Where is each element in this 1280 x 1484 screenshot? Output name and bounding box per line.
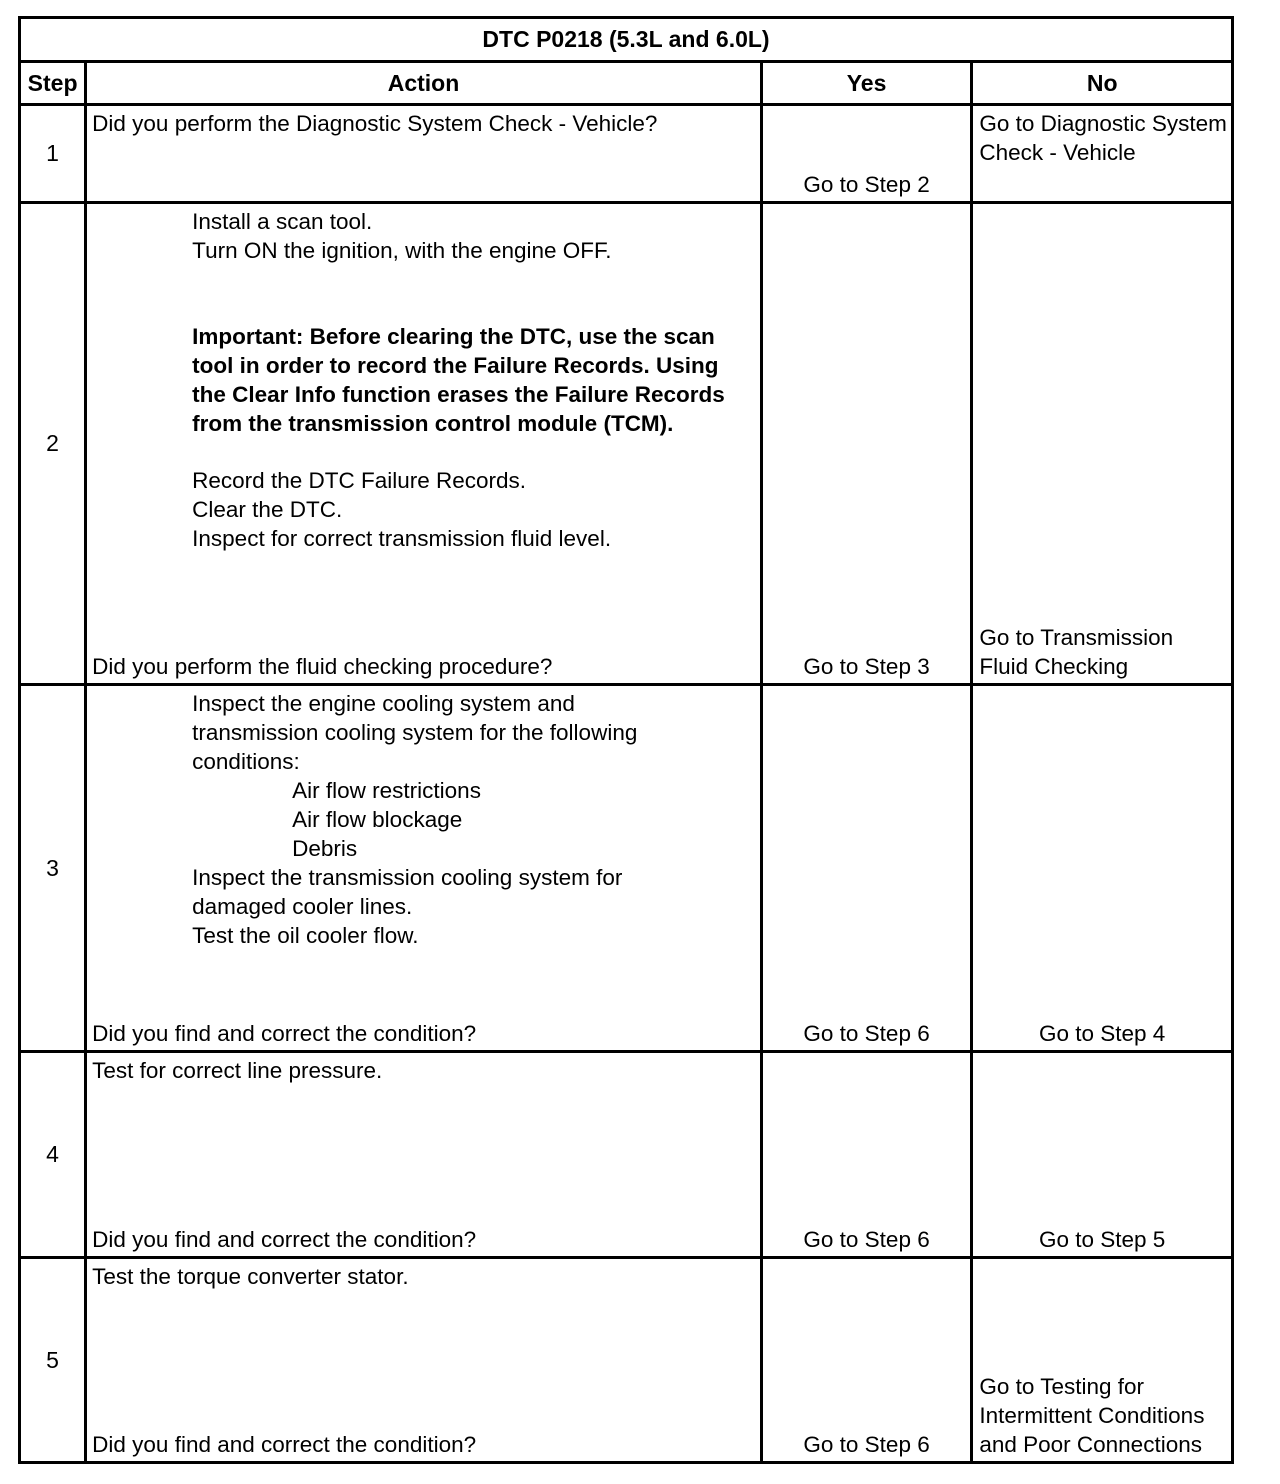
action-line: Inspect the transmission cooling system for damaged cooler lines. <box>192 865 623 919</box>
no-cell: Go to Diagnostic System Check - Vehicle <box>972 105 1233 203</box>
action-cell <box>86 685 762 1052</box>
sub-item: Air flow restrictions <box>292 778 481 803</box>
action-line: Install a scan tool. <box>192 209 373 234</box>
yes-cell: Go to Step 6 <box>761 1052 972 1258</box>
action-cell <box>86 1052 762 1258</box>
step-number: 4 <box>20 1052 86 1258</box>
action-cell <box>86 203 762 685</box>
table-title: DTC P0218 (5.3L and 6.0L) <box>20 18 1233 62</box>
action-line: Inspect the engine cooling system and transmission cooling system for the following conditions: <box>192 691 638 774</box>
no-cell: Go to Transmission Fluid Checking <box>972 203 1233 685</box>
action-line: Test for correct line pressure. <box>92 1058 383 1083</box>
sub-item: Debris <box>292 836 358 861</box>
header-row <box>20 62 1233 105</box>
table-row <box>20 1052 1233 1258</box>
table-row <box>20 1258 1233 1463</box>
dtc-table <box>18 16 1234 1464</box>
question-text: Did you find and correct the condition? <box>92 1227 477 1252</box>
no-cell: Go to Testing for Intermittent Conditions and Poor Connections <box>972 1258 1233 1463</box>
action-line: Turn ON the ignition, with the engine OFF. <box>192 238 612 263</box>
header-no: No <box>972 62 1233 105</box>
table-row <box>20 105 1233 203</box>
title-row <box>20 18 1233 62</box>
question-text: Did you perform the Diagnostic System Check - Vehicle? <box>92 111 658 136</box>
action-line: Test the torque converter stator. <box>92 1264 409 1289</box>
important-note: Important: Before clearing the DTC, use the scan tool in order to record the Failure Records. Using the Clear Info function erases the Failure Records from the transmission control module (TCM). <box>192 324 725 436</box>
header-action: Action <box>86 62 762 105</box>
table-row <box>20 685 1233 1052</box>
yes-cell: Go to Step 6 <box>761 685 972 1052</box>
question-text: Did you find and correct the condition? <box>92 1432 477 1457</box>
yes-cell: Go to Step 6 <box>761 1258 972 1463</box>
yes-cell: Go to Step 3 <box>761 203 972 685</box>
action-cell <box>86 1258 762 1463</box>
header-yes: Yes <box>761 62 972 105</box>
header-step: Step <box>20 62 86 105</box>
step-number: 5 <box>20 1258 86 1463</box>
action-cell <box>86 105 762 203</box>
action-line: Clear the DTC. <box>192 497 343 522</box>
step-number: 1 <box>20 105 86 203</box>
action-line: Inspect for correct transmission fluid level. <box>192 526 612 551</box>
question-text: Did you perform the fluid checking procedure? <box>92 654 553 679</box>
action-line: Test the oil cooler flow. <box>192 923 419 948</box>
no-cell: Go to Step 4 <box>972 685 1233 1052</box>
table-row <box>20 203 1233 685</box>
step-number: 2 <box>20 203 86 685</box>
sub-item: Air flow blockage <box>292 807 463 832</box>
no-cell: Go to Step 5 <box>972 1052 1233 1258</box>
action-line: Record the DTC Failure Records. <box>192 468 527 493</box>
step-number: 3 <box>20 685 86 1052</box>
question-text: Did you find and correct the condition? <box>92 1021 477 1046</box>
yes-cell: Go to Step 2 <box>761 105 972 203</box>
